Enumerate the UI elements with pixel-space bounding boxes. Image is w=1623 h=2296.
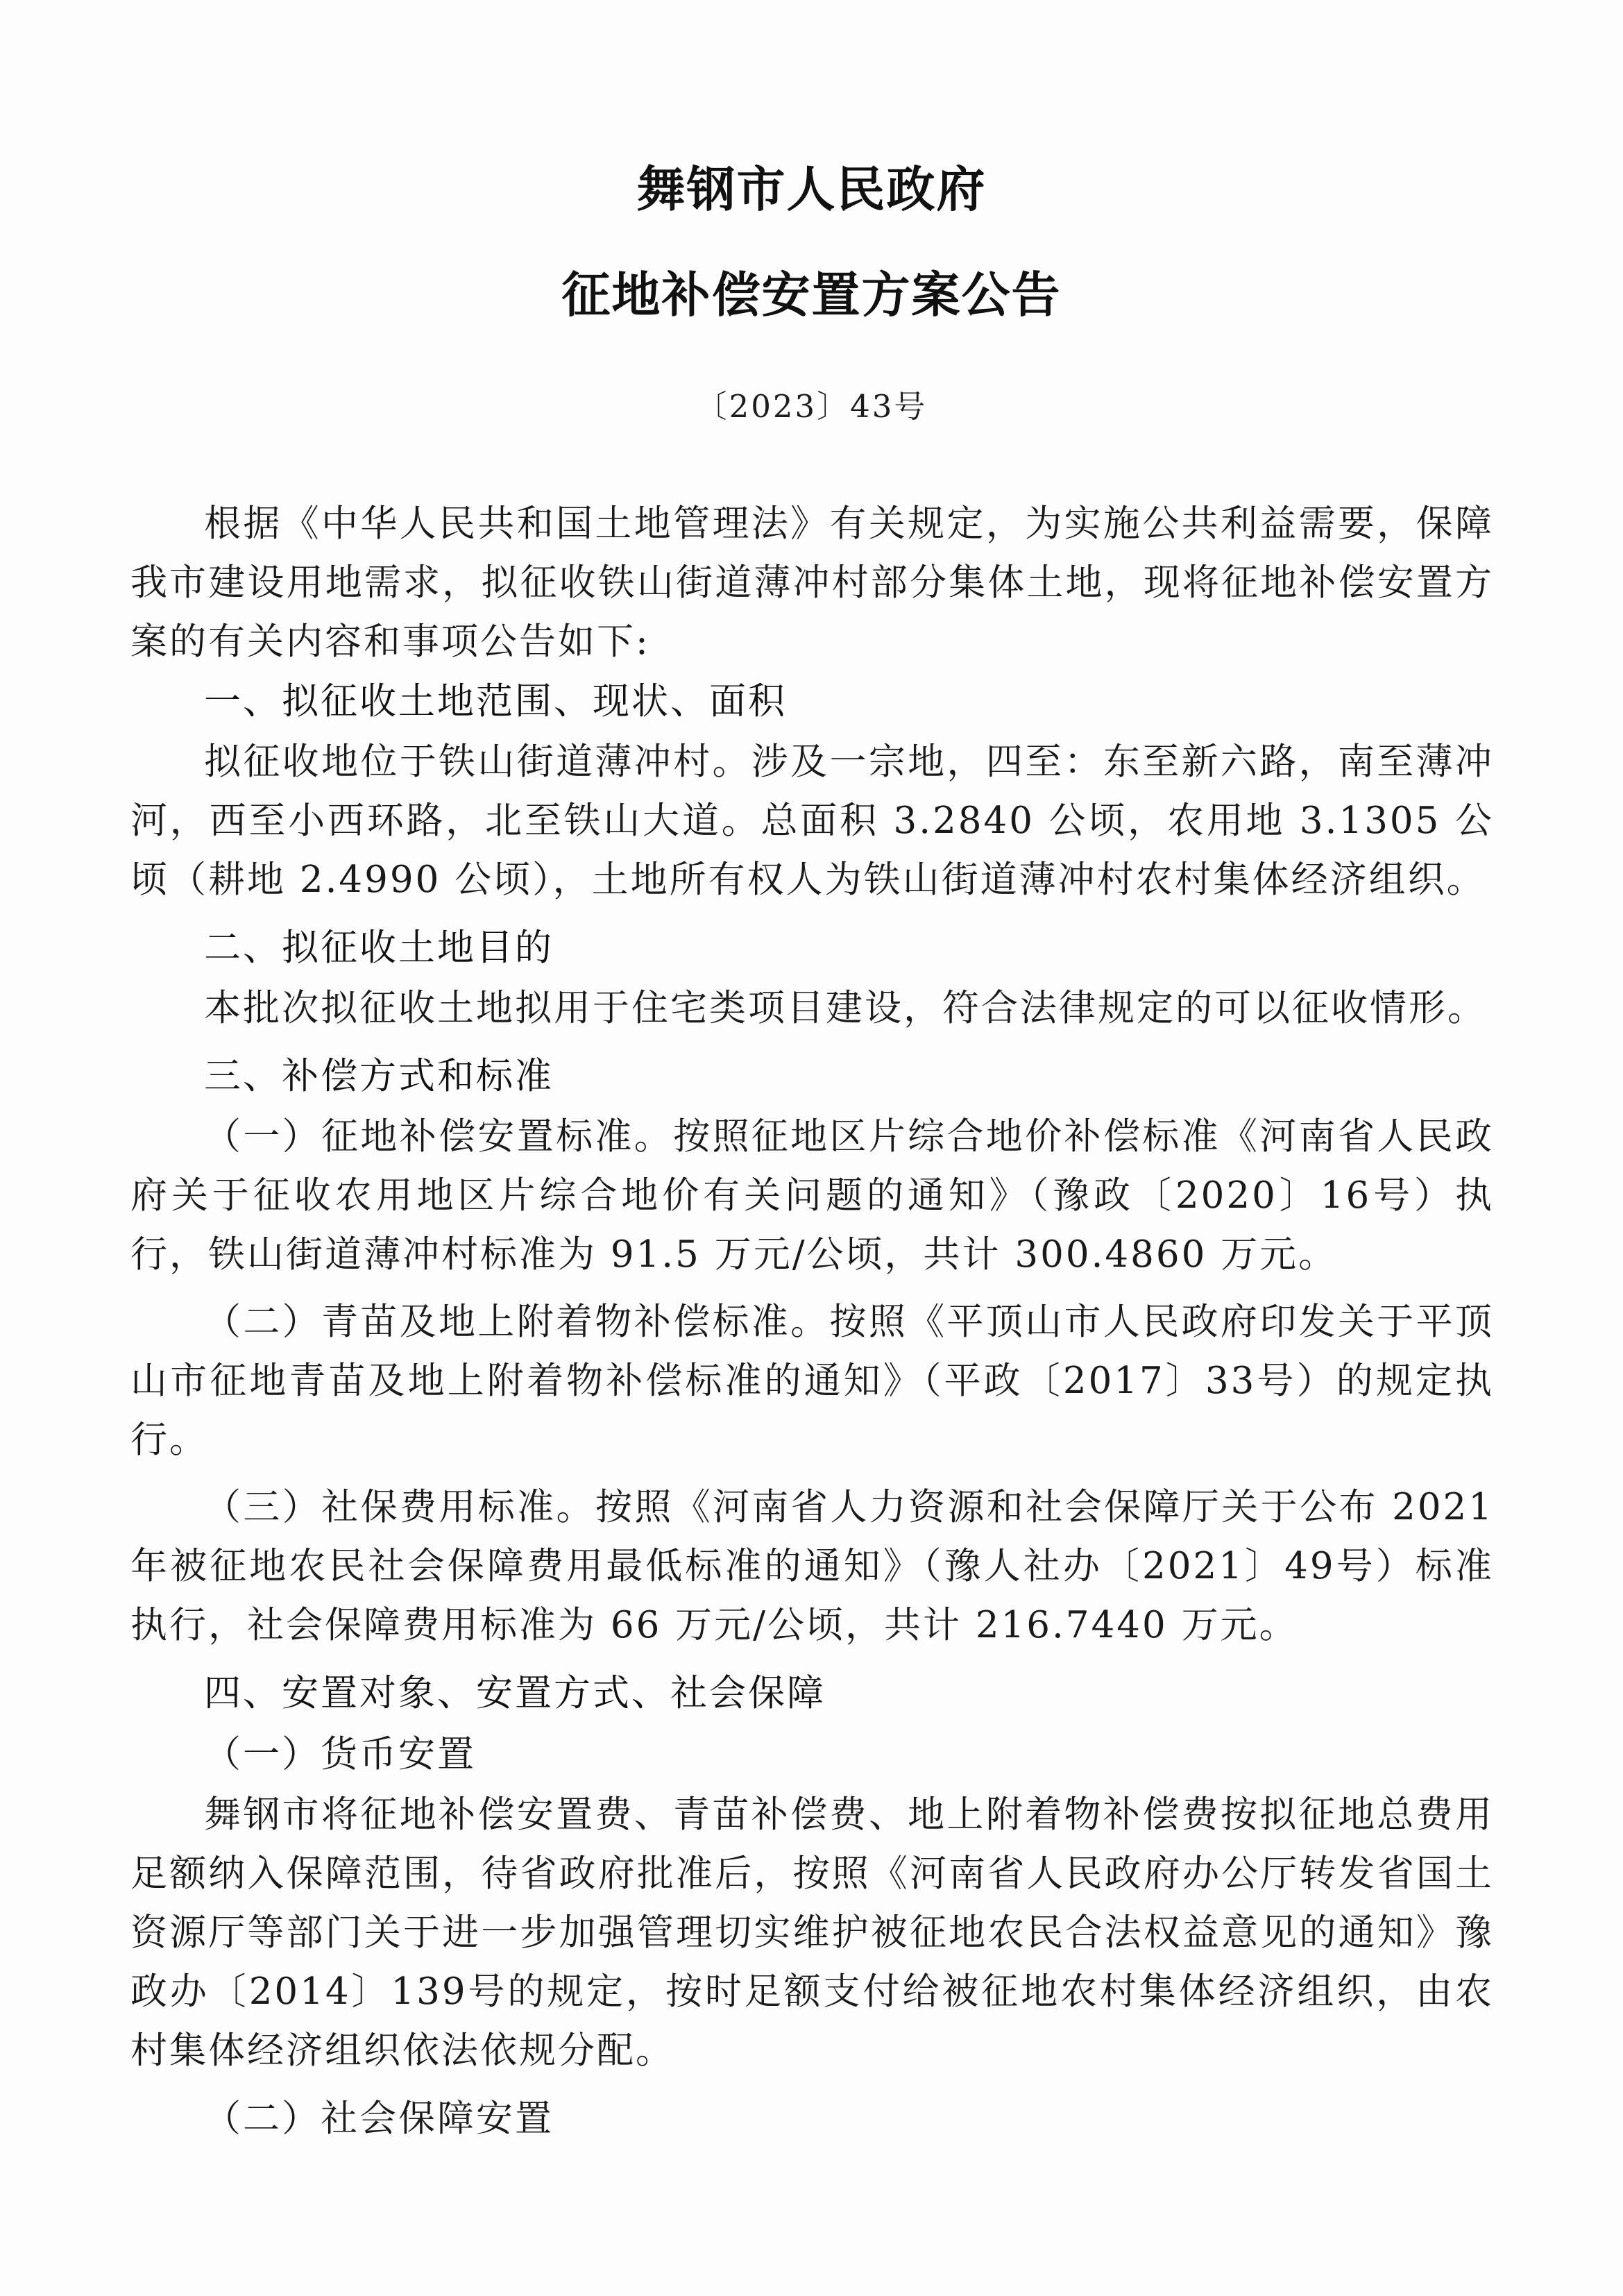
section-1-paragraph: 拟征收地位于铁山街道薄冲村。涉及一宗地，四至：东至新六路，南至薄冲河，西至小西环路，北至铁山大道。总面积 3.2840 公顷，农用地 3.1305 公顷（耕地 2.4990 公顷），土地所有权人为铁山街道薄冲村农村集体经济组织。: [130, 741, 1494, 901]
section-2-heading: 二、拟征收土地目的: [204, 927, 554, 969]
spacer: [130, 1038, 1494, 1046]
spacer: [130, 1284, 1494, 1292]
document-body: [130, 494, 1494, 2150]
section-1-heading: 一、拟征收土地范围、现状、面积: [204, 680, 787, 723]
document-title: 征地补偿安置方案公告: [561, 267, 1062, 323]
section-3-paragraph-3: （三）社保费用标准。按照《河南省人力资源和社会保障厅关于公布 2021 年被征地农民社会保障费用最低标准的通知》（豫人社办〔2021〕49号）标准执行，社会保障费用标准为 66 万元/公顷，共计 216.7440 万元。: [130, 1486, 1494, 1646]
section-2-paragraph: 本批次拟征收土地拟用于住宅类项目建设，符合法律规定的可以征收情形。: [204, 987, 1486, 1029]
section-4-heading: 四、安置对象、安置方式、社会保障: [204, 1672, 826, 1714]
document-title-issuer: 舞钢市人民政府: [636, 161, 987, 218]
spacer: [130, 1469, 1494, 1478]
section-3-heading: 三、补偿方式和标准: [204, 1055, 554, 1097]
document-number: 〔2023〕43号: [695, 388, 928, 425]
spacer: [130, 909, 1494, 918]
title-block: [0, 161, 1623, 323]
section-3-paragraph-1: （一）征地补偿安置标准。按照征地区片综合地价补偿标准《河南省人民政府关于征收农用地区片综合地价有关问题的通知》（豫政〔2020〕16号）执行，铁山街道薄冲村标准为 91.5 万元/公顷，共计 300.4860 万元。: [130, 1115, 1494, 1276]
spacer: [130, 2080, 1494, 2088]
section-4-subheading-1: （一）货币安置: [204, 1733, 476, 1775]
intro-paragraph: 根据《中华人民共和国土地管理法》有关规定，为实施公共利益需要，保障我市建设用地需求，拟征收铁山街道薄冲村部分集体土地，现将征地补偿安置方案的有关内容和事项公告如下:: [130, 503, 1494, 663]
spacer: [130, 1655, 1494, 1663]
section-3-paragraph-2: （二）青苗及地上附着物补偿标准。按照《平顶山市人民政府印发关于平顶山市征地青苗及地上附着物补偿标准的通知》（平政〔2017〕33号）的规定执行。: [130, 1301, 1494, 1461]
section-4-subheading-2: （二）社会保障安置: [204, 2097, 554, 2140]
section-4-paragraph-1: 舞钢市将征地补偿安置费、青苗补偿费、地上附着物补偿费按拟征地总费用足额纳入保障范围，待省政府批准后，按照《河南省人民政府办公厅转发省国土资源厅等部门关于进一步加强管理切实维护被征地农民合法权益意见的通知》豫政办〔2014〕139号的规定，按时足额支付给被征地农村集体经济组织，由农村集体经济组织依法依规分配。: [130, 1793, 1494, 2072]
